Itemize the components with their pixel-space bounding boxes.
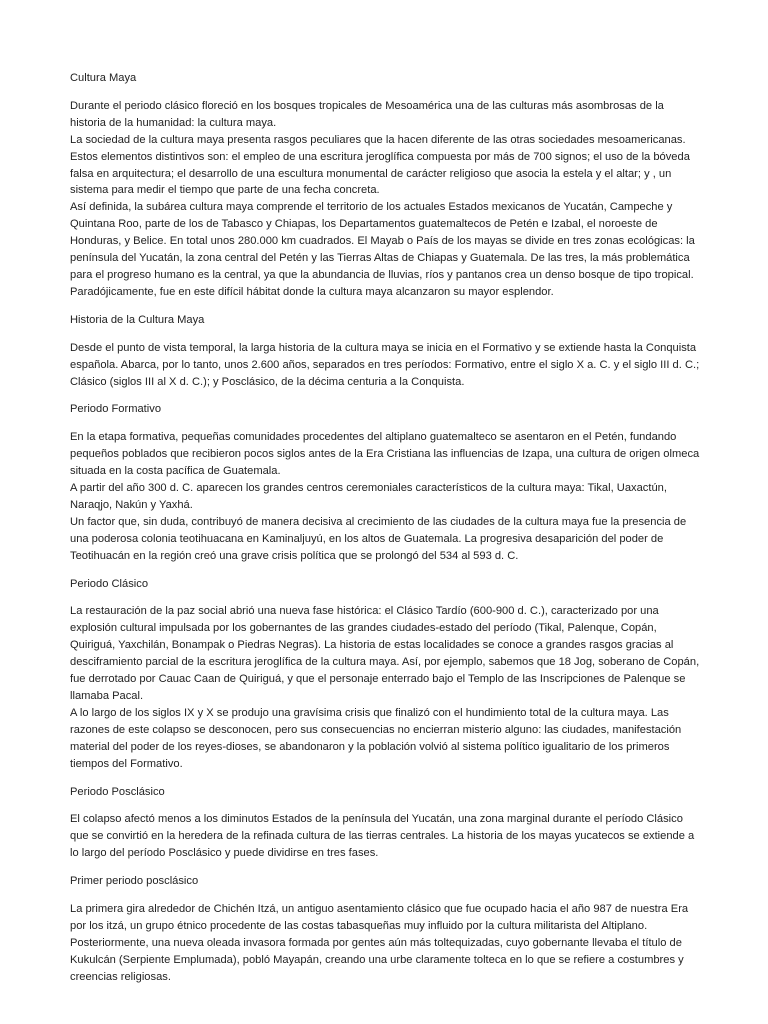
section-paragraph: A partir del año 300 d. C. aparecen los grandes centros ceremoniales característicos de la cultura maya: Tikal, Uaxactún, Naraqjo, Nakún y Yaxhá. (70, 482, 667, 511)
section-paragraph: En la etapa formativa, pequeñas comunidades procedentes del altiplano guatemalteco se asentaron en el Petén, fundando pequeños poblados que recibieron pocos siglos antes de la Era Cristiana las influencias de Izapa, una cultura de origen olmeca situada en la costa pacífica de Guatemala. (70, 431, 700, 478)
document-title: Cultura Maya (70, 72, 137, 84)
section-heading-clasico: Periodo Clásico (70, 577, 149, 590)
section-paragraph: A lo largo de los siglos IX y X se produjo una gravísima crisis que finalizó con el hundimiento total de la cultura maya. Las razones de este colapso se desconocen, pero sus consecuencias no encierran misterio alguno: las ciudades, manifestación material del poder de los reyes-dioses, se abandonaron y la población volvió al sistema político igualitario de los primeros tiempos del Formativo. (70, 706, 682, 770)
intro-paragraph: Así definida, la subárea cultura maya comprende el territorio de los actuales Estados mexicanos de Yucatán, Campeche y Quintana Roo, parte de los de Tabasco y Chiapas, los Departamentos guatemaltecos de Petén e Izabal, el noroeste de Honduras, y Belice. En total unos 280.000 km cuadrados. El Mayab o País de los mayas se divide en tres zonas ecológicas: la península del Yucatán, la zona central del Petén y las Tierras Altas de Chiapas y Guatemala. De las tres, la más problemática para el progreso humano es la central, ya que la abundancia de lluvias, ríos y pantanos crea un denso bosque de tipo tropical. Paradójicamente, fue en este difícil hábitat donde la cultura maya alcanzaron su mayor esplendor. (70, 201, 695, 298)
section-heading-primer-posclasico: Primer periodo posclásico (70, 875, 199, 888)
intro-paragraph: La sociedad de la cultura maya presenta rasgos peculiares que la hacen diferente de las otras sociedades mesoamericanas. Estos elementos distintivos son: el empleo de una escritura jeroglífica compuesta por más de 700 signos; el uso de la bóveda falsa en arquitectura; el desarrollo de una escultura monumental de carácter religioso que asocia la estela y el altar; y , un sistema para medir el tiempo que parte de una fecha concreta. (70, 133, 690, 197)
section-heading-historia: Historia de la Cultura Maya (70, 313, 205, 326)
section-heading-formativo: Periodo Formativo (70, 403, 162, 416)
section-paragraph: La primera gira alrededor de Chichén Itzá, un antiguo asentamiento clásico que fue ocupado hacia el año 987 de nuestra Era por los itzá, un grupo étnico procedente de las costas tabasqueñas muy influido por la cultura militarista del Altiplano. Posteriormente, una nueva oleada invasora formada por gentes aún más toltequizadas, cuyo gobernante llevaba el título de Kukulcán (Serpiente Emplumada), pobló Mayapán, creando una urbe claramente tolteca en lo que se refiere a costumbres y creencias religiosas. (70, 903, 689, 983)
section-paragraph: La restauración de la paz social abrió una nueva fase histórica: el Clásico Tardío (600-900 d. C.), caracterizado por una explosión cultural impulsada por los gobernantes de las grandes ciudades-estado del período (Tikal, Palenque, Copán, Quiriguá, Yaxchilán, Bonampak o Piedras Negras). La historia de estas localidades se conoce a grandes rasgos gracias al desciframiento parcial de la escritura jeroglífica de la cultura maya. Así, por ejemplo, sabemos que 18 Jog, soberano de Copán, fue derrotado por Cauac Caan de Quiriguá, y que el personaje enterrado bajo el Templo de las Inscripciones de Palenque se llamaba Pacal. (70, 605, 700, 702)
section-paragraph: Desde el punto de vista temporal, la larga historia de la cultura maya se inicia en el Formativo y se extiende hasta la Conquista española. Abarca, por lo tanto, unos 2.600 años, separados en tres períodos: Formativo, entre el siglo X a. C. y el siglo III d. C.; Clásico (siglos III al X d. C.); y Posclásico, de la décima centuria a la Conquista. (70, 341, 700, 388)
intro-paragraph: Durante el periodo clásico floreció en los bosques tropicales de Mesoamérica una de las culturas más asombrosas de la historia de la humanidad: la cultura maya. (70, 99, 664, 129)
section-heading-posclasico: Periodo Posclásico (70, 785, 165, 798)
intro-section (70, 98, 702, 301)
section-paragraph: El colapso afectó menos a los diminutos Estados de la península del Yucatán, una zona marginal durante el período Clásico que se convirtió en la heredera de la refinada cultura de las tierras centrales. La historia de los mayas yucatecos se extiende a lo largo del período Posclásico y puede dividirse en tres fases. (70, 813, 695, 860)
document-body (70, 70, 702, 986)
section-paragraph: Un factor que, sin duda, contribuyó de manera decisiva al crecimiento de las ciudades de la cultura maya fue la presencia de una poderosa colonia teotihuacana en Kaminaljuyú, en los altos de Guatemala. La progresiva desaparición del poder de Teotihuacán en la región creó una grave crisis política que se prolongó del 534 al 593 d. C. (70, 515, 687, 562)
